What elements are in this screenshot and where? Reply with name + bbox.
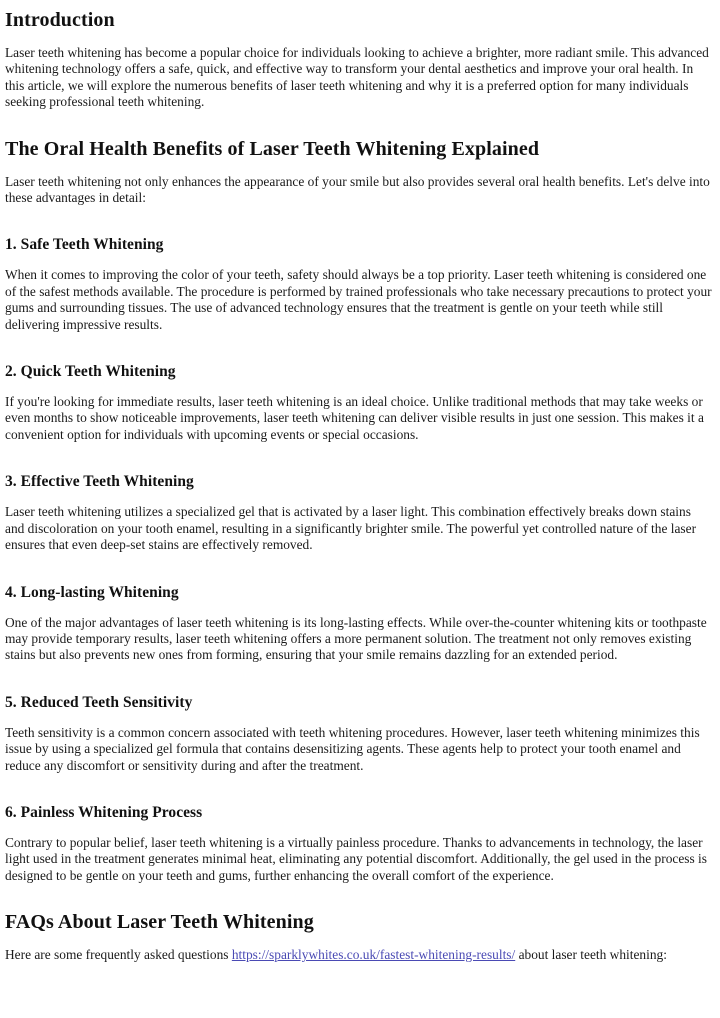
benefit-2-paragraph: If you're looking for immediate results, laser teeth whitening is an ideal choice. Unlike traditional methods that may take weeks or even months to show noticeable improvements, laser teeth whitening can deliver visible results in just one session. This makes it a convenient option for individuals with upcoming events or special occasions. <box>5 394 704 442</box>
subheading-reduced-teeth-sensitivity: 5. Reduced Teeth Sensitivity <box>5 693 193 711</box>
page-title: Introduction <box>5 9 115 31</box>
section-heading-faqs: FAQs About Laser Teeth Whitening <box>5 911 314 934</box>
benefit-5-paragraph: Teeth sensitivity is a common concern associated with teeth whitening procedures. However, laser teeth whitening minimizes this issue by using a specialized gel formula that contains desensitizing agents. These agents help to protect your tooth enamel and reduce any discomfort or sensitivity during and after the treatment. <box>5 724 700 773</box>
faqs-text-after-link: about laser teeth whitening: <box>515 947 667 963</box>
subheading-painless-whitening-process: 6. Painless Whitening Process <box>5 803 203 821</box>
benefit-3-paragraph: Laser teeth whitening utilizes a specialized gel that is activated by a laser light. This combination effectively breaks down stains and discoloration on your tooth enamel, resulting in a significantly brighter smile. The powerful yet controlled nature of the laser ensures that even deep-set stains are effectively removed. <box>5 504 697 553</box>
fastest-whitening-results-link[interactable]: https://sparklywhites.co.uk/fastest-whitening-results/ <box>231 947 516 963</box>
section-heading-oral-health-benefits: The Oral Health Benefits of Laser Teeth Whitening Explained <box>5 137 540 160</box>
intro-paragraph: Laser teeth whitening has become a popular choice for individuals looking to achieve a brighter, more radiant smile. This advanced whitening technology offers a safe, quick, and effective way to transform your dental aesthetics and improve your oral health. In this article, we will explore the numerous benefits of laser teeth whitening and why it is a preferred option for many individuals seeking professional teeth whitening. <box>5 45 709 110</box>
subheading-long-lasting-whitening: 4. Long-lasting Whitening <box>5 583 179 601</box>
benefit-4-paragraph: One of the major advantages of laser teeth whitening is its long-lasting effects. While over-the-counter whitening kits or toothpaste may provide temporary results, laser teeth whitening offers a more permanent solution. The treatment not only removes existing stains but also prevents new ones from forming, ensuring that your smile remains dazzling for an extended period. <box>5 614 707 663</box>
subheading-safe-teeth-whitening: 1. Safe Teeth Whitening <box>5 236 164 254</box>
faqs-paragraph <box>5 947 712 963</box>
benefit-1-paragraph: When it comes to improving the color of your teeth, safety should always be a top priority. Laser teeth whitening is considered one of the safest methods available. The procedure is performed by trained professionals who take necessary precautions to protect your gums and surrounding tissues. The use of advanced technology ensures that the treatment is gentle on your teeth while still delivering impressive results. <box>5 267 712 332</box>
subheading-effective-teeth-whitening: 3. Effective Teeth Whitening <box>5 473 194 491</box>
oral-health-benefits-paragraph: Laser teeth whitening not only enhances the appearance of your smile but also provides several oral health benefits. Let's delve into these advantages in detail: <box>5 173 710 206</box>
subheading-quick-teeth-whitening: 2. Quick Teeth Whitening <box>5 363 176 381</box>
benefit-6-paragraph: Contrary to popular belief, laser teeth whitening is a virtually painless procedure. Thanks to advancements in technology, the laser light used in the treatment generates minimal heat, eliminating any potential discomfort. Additionally, the gel used in the process is designed to be gentle on your teeth and gums, further enhancing the overall comfort of the experience. <box>5 834 707 883</box>
faqs-text-before-link: Here are some frequently asked questions <box>5 947 232 963</box>
